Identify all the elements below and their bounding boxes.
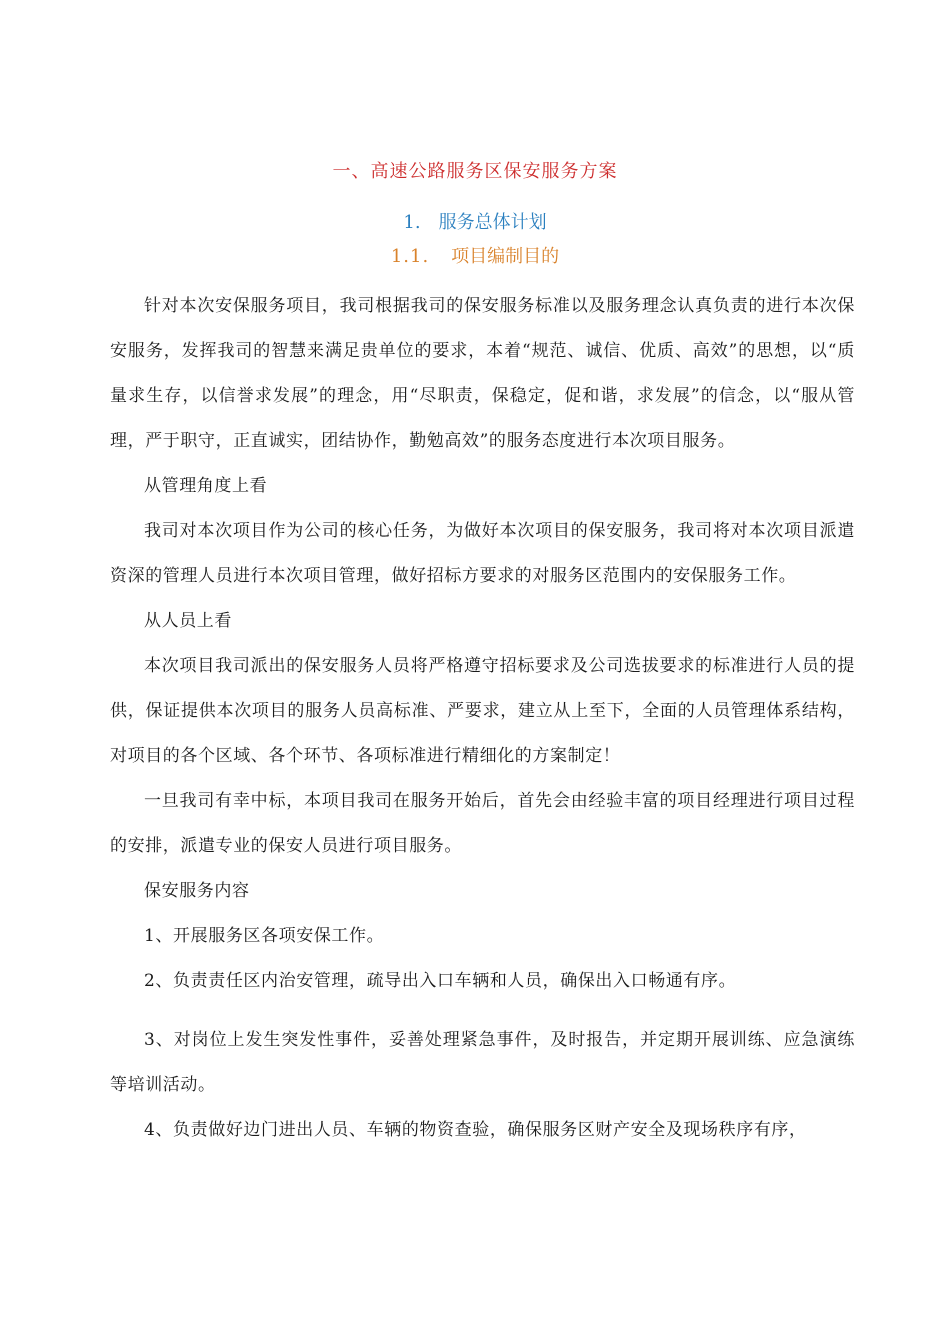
body-text [110, 284, 855, 1153]
paragraph-personnel: 本次项目我司派出的保安服务人员将严格遵守招标要求及公司选拔要求的标准进行人员的提供，保证提供本次项目的服务人员高标准、严要求，建立从上至下，全面的人员管理体系结构，对项目的各个区域、各个环节、各项标准进行精细化的方案制定！ [110, 656, 855, 766]
sub-subsection-heading [0, 243, 950, 271]
list-item: 4、负责做好边门进出人员、车辆的物资查验，确保服务区财产安全及现场秩序有序， [144, 1120, 807, 1140]
section-title: 一、高速公路服务区保安服务方案 [332, 161, 618, 182]
subsection-heading [0, 209, 950, 237]
paragraph-personnel-heading: 从人员上看 [144, 611, 232, 631]
list-item: 2、负责责任区内治安管理，疏导出入口车辆和人员，确保出入口畅通有序。 [144, 971, 737, 991]
subsection-number: 1. [403, 212, 421, 233]
paragraph-purpose: 针对本次安保服务项目，我司根据我司的保安服务标准以及服务理念认真负责的进行本次保安服务，发挥我司的智慧来满足贵单位的要求，本着“规范、诚信、优质、高效”的思想，以“质量求生存，以信誉求发展”的理念，用“尽职责，保稳定，促和谐，求发展”的信念，以“服从管理，严于职守，正直诚实，团结协作，勤勉高效”的服务态度进行本次项目服务。 [110, 296, 855, 451]
paragraph-management-heading: 从管理角度上看 [144, 476, 268, 496]
sub-subsection-number: 1.1. [390, 246, 430, 267]
paragraph-content-heading: 保安服务内容 [144, 881, 250, 901]
sub-subsection-title: 项目编制目的 [451, 246, 560, 267]
paragraph-management: 我司对本次项目作为公司的核心任务，为做好本次项目的保安服务，我司将对本次项目派遣资深的管理人员进行本次项目管理，做好招标方要求的对服务区范围内的安保服务工作。 [110, 521, 855, 586]
list-item: 3、对岗位上发生突发性事件，妥善处理紧急事件，及时报告，并定期开展训练、应急演练等培训活动。 [110, 1030, 855, 1095]
subsection-title: 服务总体计划 [438, 212, 547, 233]
list-item: 1、开展服务区各项安保工作。 [144, 926, 385, 946]
paragraph-award: 一旦我司有幸中标，本项目我司在服务开始后，首先会由经验丰富的项目经理进行项目过程的安排，派遣专业的保安人员进行项目服务。 [110, 791, 855, 856]
